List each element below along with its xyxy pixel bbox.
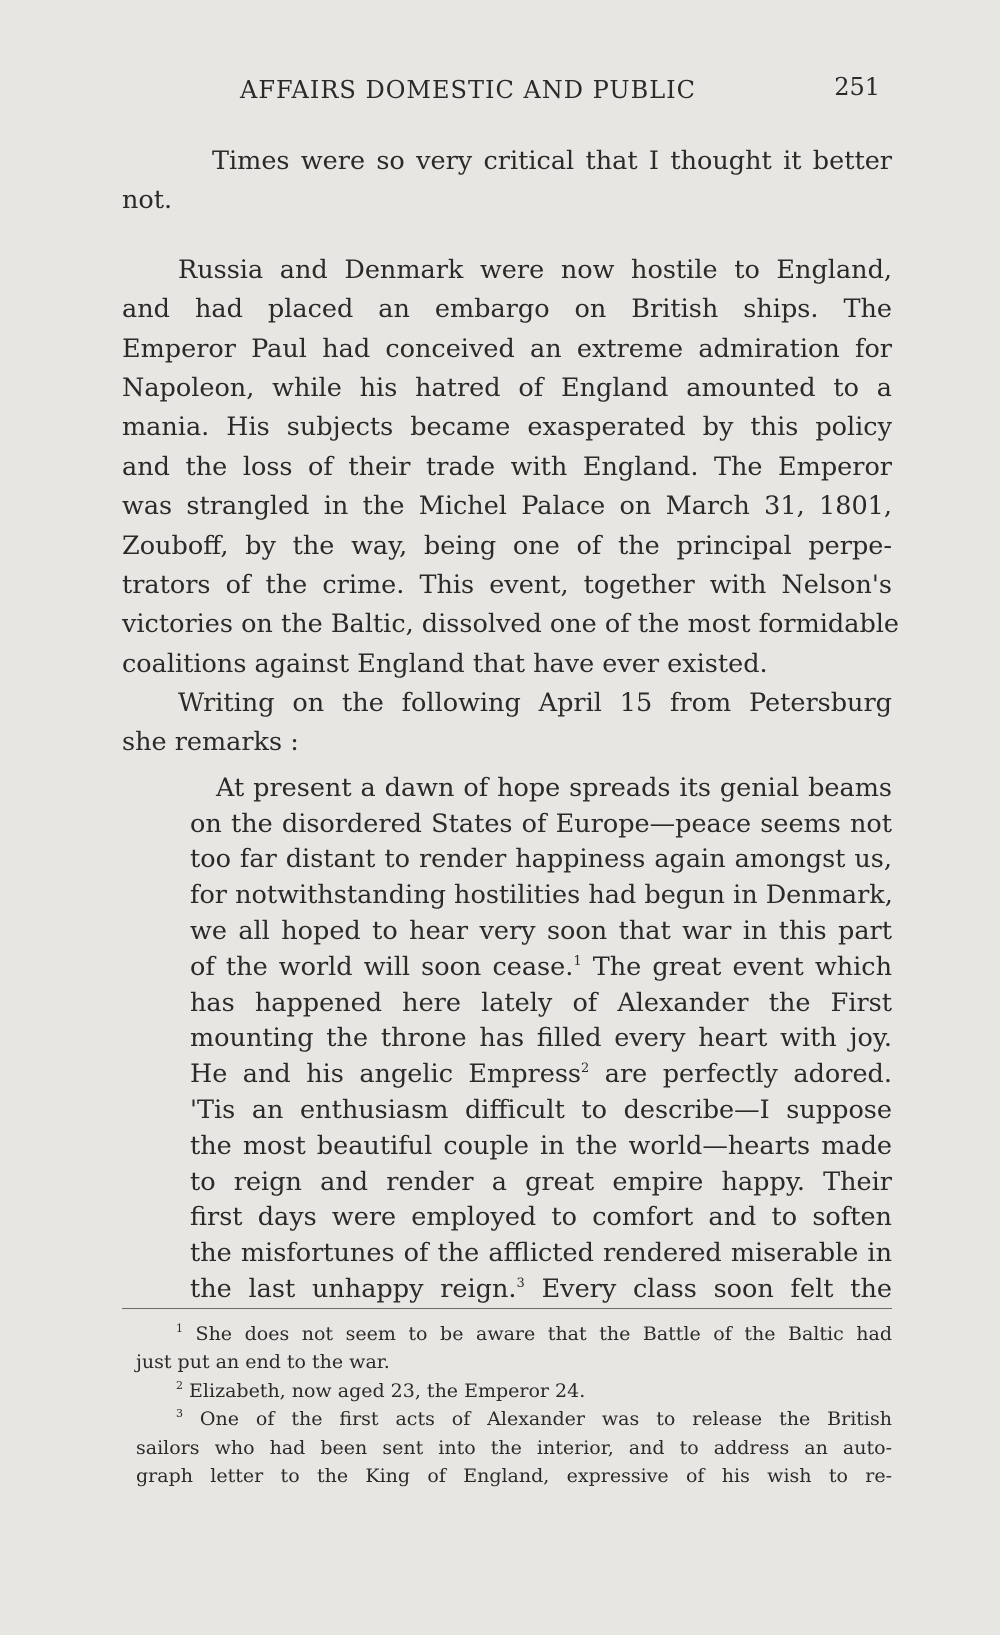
running-head: AFFAIRS DOMESTIC AND PUBLIC — [240, 76, 697, 104]
text-line: Russia and Denmark were now hostile to England, — [178, 254, 892, 285]
text-line: Zouboff, by the way, being one of the principal perpe- — [122, 530, 892, 561]
text-line: Writing on the following April 15 from Petersburg — [178, 688, 892, 719]
footnote-line: graph letter to the King of England, expressive of his wish to re- — [136, 1464, 892, 1487]
quote-line: the most beautiful couple in the world—hearts made — [190, 1130, 892, 1161]
text-line: trators of the crime. This event, together with Nelson's — [122, 569, 892, 600]
text-line: and had placed an embargo on British ships. The — [122, 294, 892, 325]
quote-line — [190, 1272, 892, 1308]
footnote-number: 3 — [176, 1407, 183, 1421]
footnote-line — [136, 1320, 892, 1348]
main-text — [122, 142, 900, 1308]
quote-text: the last unhappy reign. — [190, 1274, 517, 1305]
text-line: was strangled in the Michel Palace on March 31, 1801, — [122, 491, 892, 522]
page-number: 251 — [834, 73, 880, 101]
quote-text: are perfectly adored. — [589, 1059, 892, 1090]
footnote-text: She does not seem to be aware that the Battle of the Baltic had — [183, 1323, 892, 1345]
text-line: she remarks : — [122, 727, 299, 758]
footnote-marker: 3 — [516, 1276, 525, 1292]
text-line: not. — [122, 185, 173, 216]
quote-line: on the disordered States of Europe—peace seems not — [190, 808, 892, 839]
paragraph — [122, 684, 892, 763]
text-line: Times were so very critical that I thought it better — [212, 146, 892, 176]
footnote-line: just put an end to the war. — [136, 1351, 390, 1374]
footnote-text: One of the first acts of Alexander was to release the British — [183, 1408, 892, 1431]
quote-line: At present a dawn of hope spreads its genial beams — [216, 772, 892, 803]
footnote-divider — [122, 1308, 892, 1309]
quote-text: of the world will soon cease. — [190, 951, 574, 982]
text-line: Napoleon, while his hatred of England amounted to a — [122, 372, 892, 403]
text-line: coalitions against England that have ever existed. — [122, 648, 768, 679]
quote-line: too far distant to render happiness again amongst us, — [190, 844, 892, 875]
quote-line: for notwithstanding hostilities had begun in Denmark, — [190, 880, 893, 911]
quote-line: first days were employed to comfort and to soften — [190, 1202, 892, 1233]
paragraph — [122, 251, 900, 684]
footnote-line — [136, 1377, 892, 1405]
footnotes — [136, 1320, 892, 1490]
footnote-marker: 2 — [581, 1061, 590, 1077]
text-line: and the loss of their trade with England. The Emperor — [122, 451, 892, 482]
footnote-number: 1 — [176, 1322, 183, 1335]
paragraph — [122, 142, 892, 221]
footnote-number: 2 — [176, 1378, 183, 1392]
quote-text: The great event which — [581, 951, 892, 982]
footnote-marker: 1 — [573, 953, 582, 969]
quote-line — [190, 950, 892, 986]
quote-text: He and his angelic Empress — [190, 1059, 582, 1090]
block-quote — [190, 771, 892, 1308]
quote-line: we all hoped to hear very soon that war in this part — [190, 916, 892, 947]
quote-line: the misfortunes of the afflicted rendered miserable in — [190, 1238, 892, 1269]
footnote-text: Elizabeth, now aged 23, the Emperor 24. — [183, 1379, 586, 1402]
footnote-line: sailors who had been sent into the interior, and to address an auto- — [136, 1436, 892, 1459]
footnote-line — [136, 1405, 892, 1433]
text-line: Emperor Paul had conceived an extreme admiration for — [122, 333, 892, 364]
quote-line: mounting the throne has filled every heart with joy. — [190, 1023, 892, 1054]
quote-line: 'Tis an enthusiasm difficult to describe—I suppose — [190, 1095, 892, 1126]
quote-line — [190, 1057, 892, 1093]
quote-line: has happened here lately of Alexander the First — [190, 987, 892, 1018]
text-line: victories on the Baltic, dissolved one of the most formidable — [122, 609, 900, 640]
quote-line: to reign and render a great empire happy. Their — [190, 1166, 892, 1197]
quote-text: Every class soon felt the — [524, 1274, 892, 1305]
page-header — [240, 73, 880, 110]
text-line: mania. His subjects became exasperated by this policy — [122, 412, 892, 443]
